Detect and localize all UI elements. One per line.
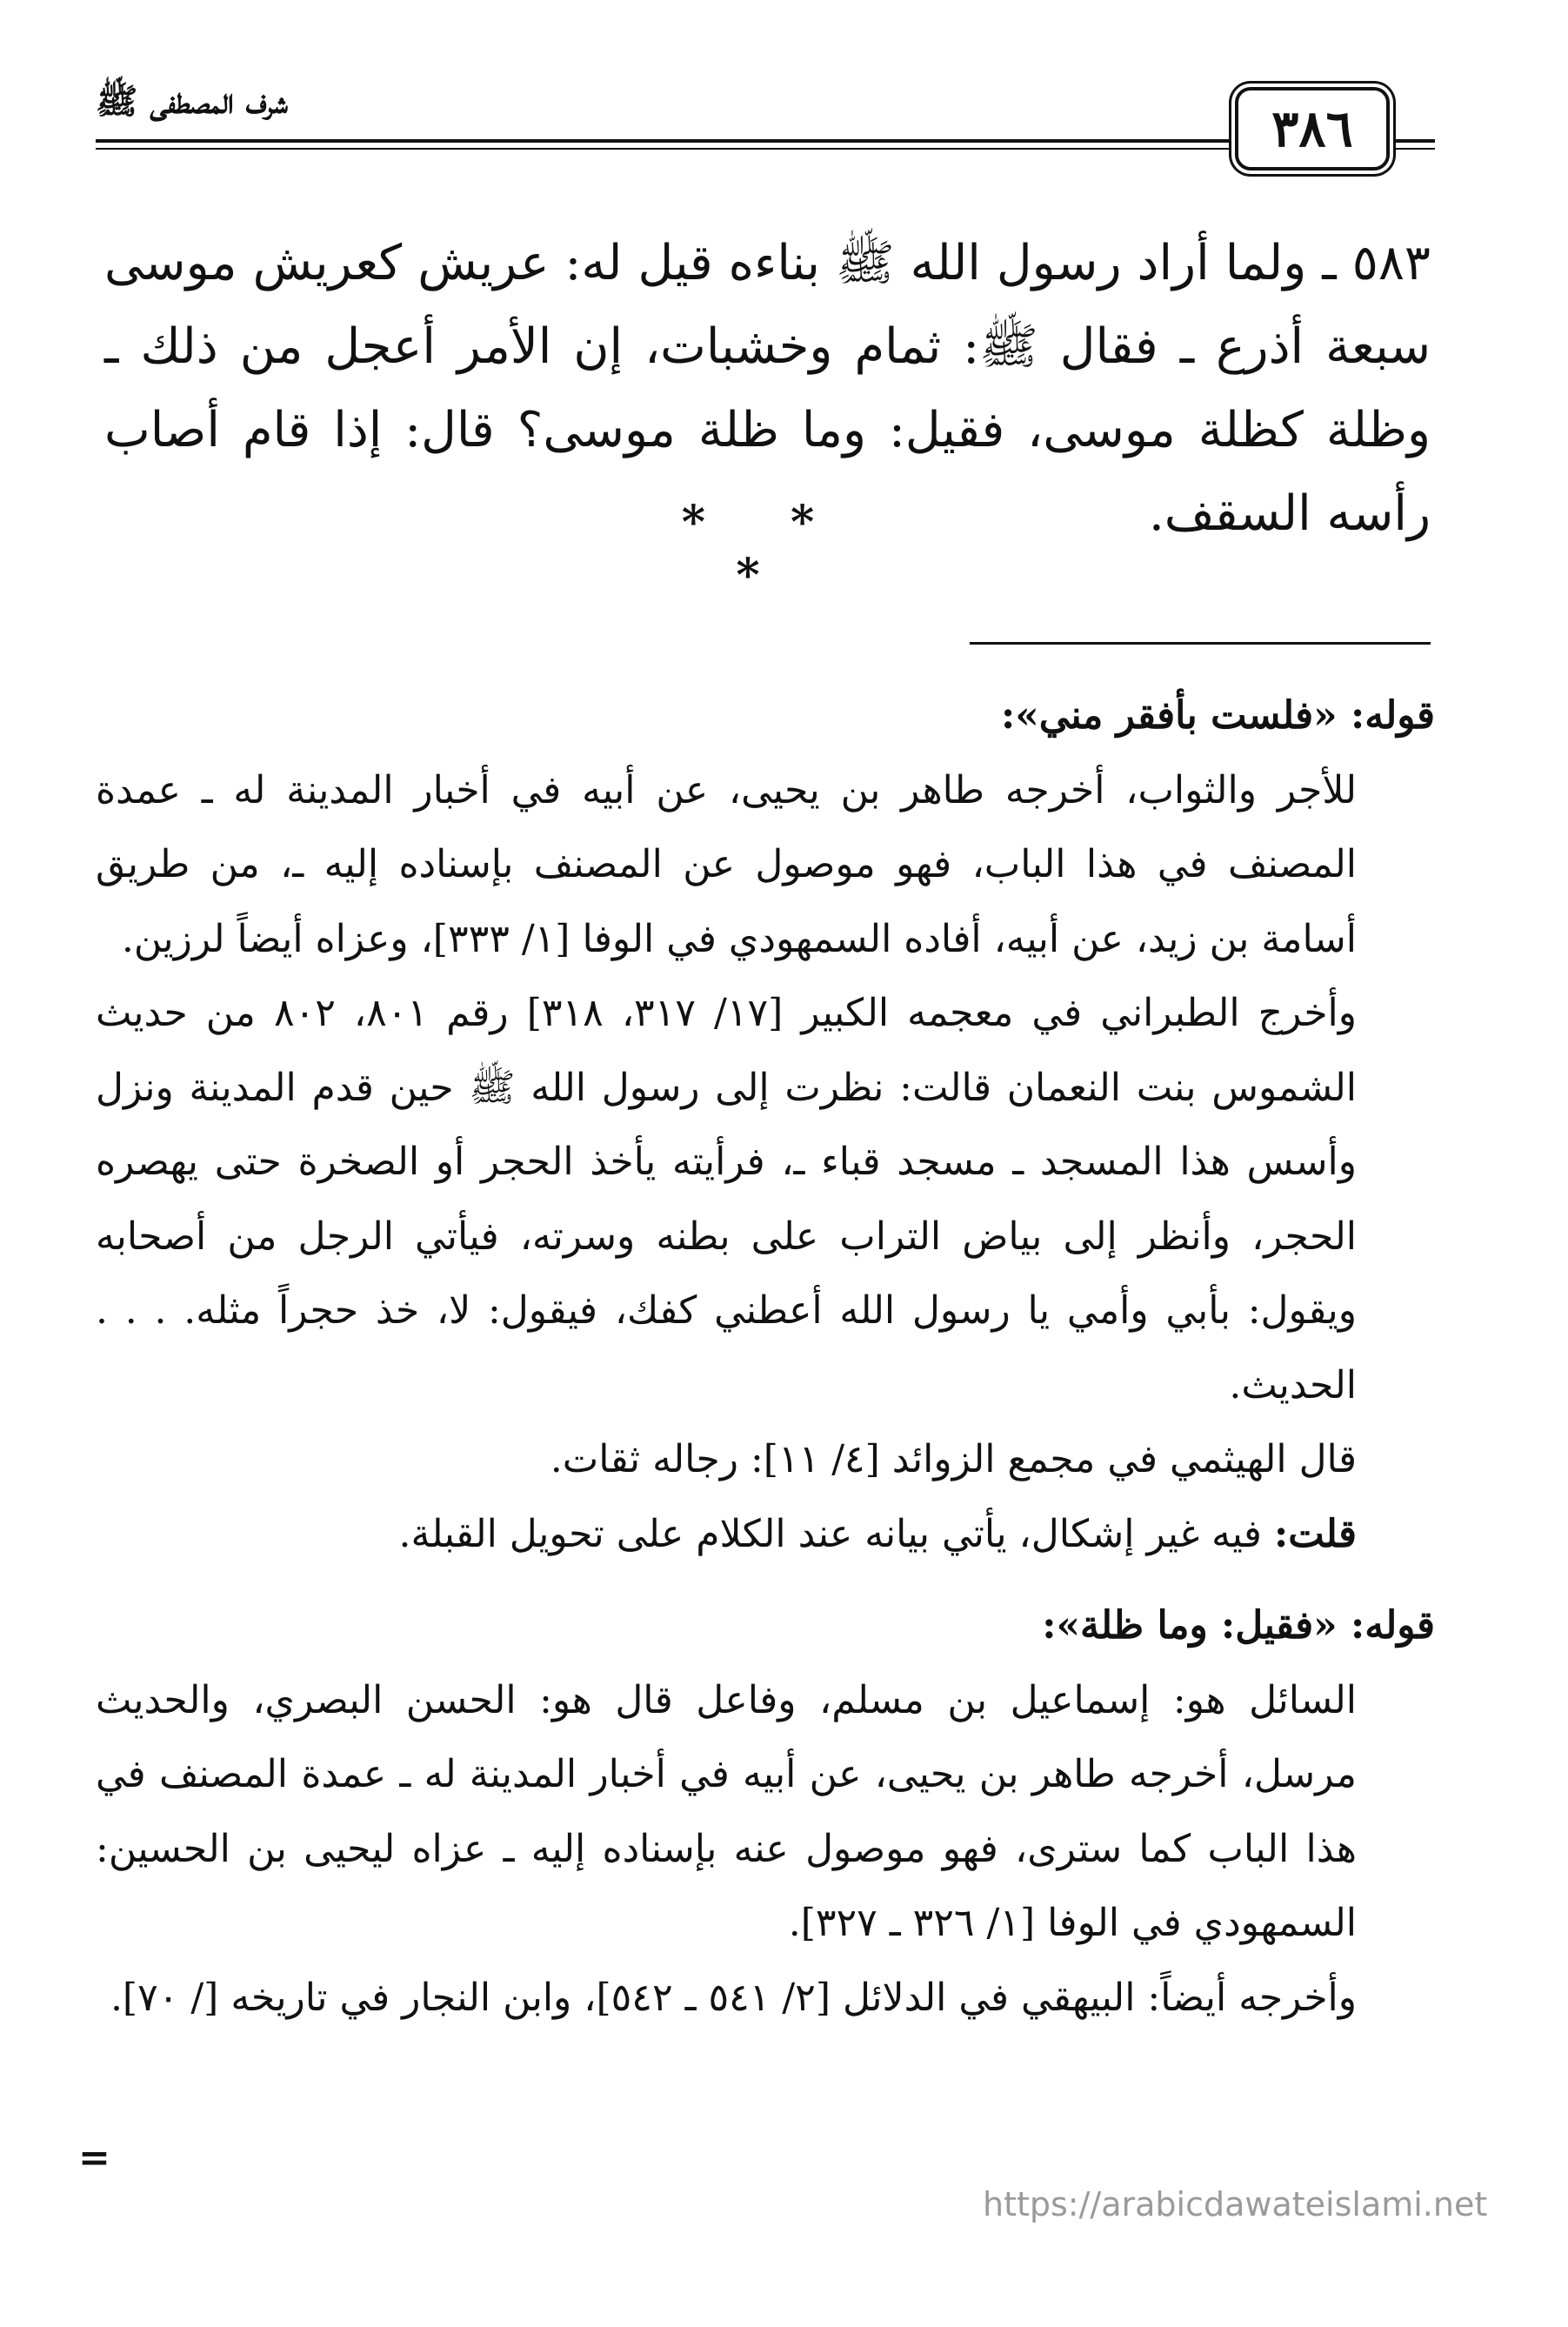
section-separator: * * *	[681, 496, 850, 602]
footnote-1-qultu	[96, 1497, 1435, 1572]
footnotes	[96, 679, 1435, 2035]
footnote-2-paragraph-1: السائل هو: إسماعيل بن مسلم، وفاعل قال هو: الحسن البصري، والحديث مرسل، أخرجه طاهر بن يحيى، عن أبيه في أخبار المدينة له ـ عمدة المصنف في هذا الباب كما سترى، فهو موصول عنه بإسناده إليه ـ عزاه ليحيى بن الحسين: السمهودي في الوفا [١/ ٣٢٦ ـ ٣٢٧].	[96, 1677, 1357, 1945]
header-rule-thin	[96, 148, 1435, 150]
footnote-2	[96, 1588, 1435, 2035]
footnote-1	[96, 679, 1435, 1571]
watermark-url: https://arabicdawateislami.net	[983, 2185, 1488, 2223]
footnote-gap	[96, 1571, 1435, 1588]
footnote-1-paragraph-2: وأخرج الطبراني في معجمه الكبير [١٧/ ٣١٧، ٣١٨] رقم ٨٠١، ٨٠٢ من حديث الشموس بنت النعمان قالت: نظرت إلى رسول الله ﷺ حين قدم المدينة ونزل وأسس هذا المسجد ـ مسجد قباء ـ، فرأيته يأخذ الحجر أو الصخرة حتى يهصره الحجر، وأنظر إلى بياض التراب على بطنه وسرته، فيأتي الرجل من أصحابه ويقول: بأبي وأمي يا رسول الله أعطني كفك، فيقول: لا، خذ حجراً مثله. . . . الحديث.	[96, 991, 1358, 1408]
main-paragraph: ٥٨٣ ـ ولما أراد رسول الله ﷺ بناءه قيل له: عريش كعريش موسى سبعة أذرع ـ فقال ﷺ: ثمام وخشبات، إن الأمر أعجل من ذلك ـ وظلة كظلة موسى، فقيل: وما ظلة موسى؟ قال: إذا قام أصاب رأسه السقف.	[104, 235, 1431, 542]
footnote-2-heading: قوله: «فقيل: وما ظلة»:	[1042, 1603, 1435, 1648]
footnote-1-heading: قوله: «فلست بأفقر مني»:	[1001, 693, 1435, 738]
continued-mark: =	[78, 2136, 110, 2180]
footnote-rule	[970, 642, 1431, 645]
page-number: ٣٨٦	[1235, 87, 1390, 171]
footnote-1-paragraph-1: للأجر والثواب، أخرجه طاهر بن يحيى، عن أبيه في أخبار المدينة له ـ عمدة المصنف في هذا الباب، فهو موصول عن المصنف بإسناده إليه ـ، من طريق أسامة بن زيد، عن أبيه، أفاده السمهودي في الوفا [١/ ٣٣٣]، وعزاه أيضاً لرزين.	[96, 767, 1357, 961]
qultu-text: فيه غير إشكال، يأتي بيانه عند الكلام على تحويل القبلة.	[398, 1511, 1274, 1556]
running-header-title: شرف المصطفى ﷺ	[96, 81, 288, 122]
footnote-2-paragraph-2: وأخرجه أيضاً: البيهقي في الدلائل [٢/ ٥٤١ ـ ٥٤٢]، وابن النجار في تاريخه [/ ٧٠].	[110, 1975, 1357, 2020]
footnote-1-paragraph-3: قال الهيثمي في مجمع الزوائد [٤/ ١١]: رجاله ثقات.	[550, 1437, 1357, 1481]
header-rule-thick	[96, 139, 1435, 143]
qultu-label: قلت:	[1273, 1511, 1357, 1556]
